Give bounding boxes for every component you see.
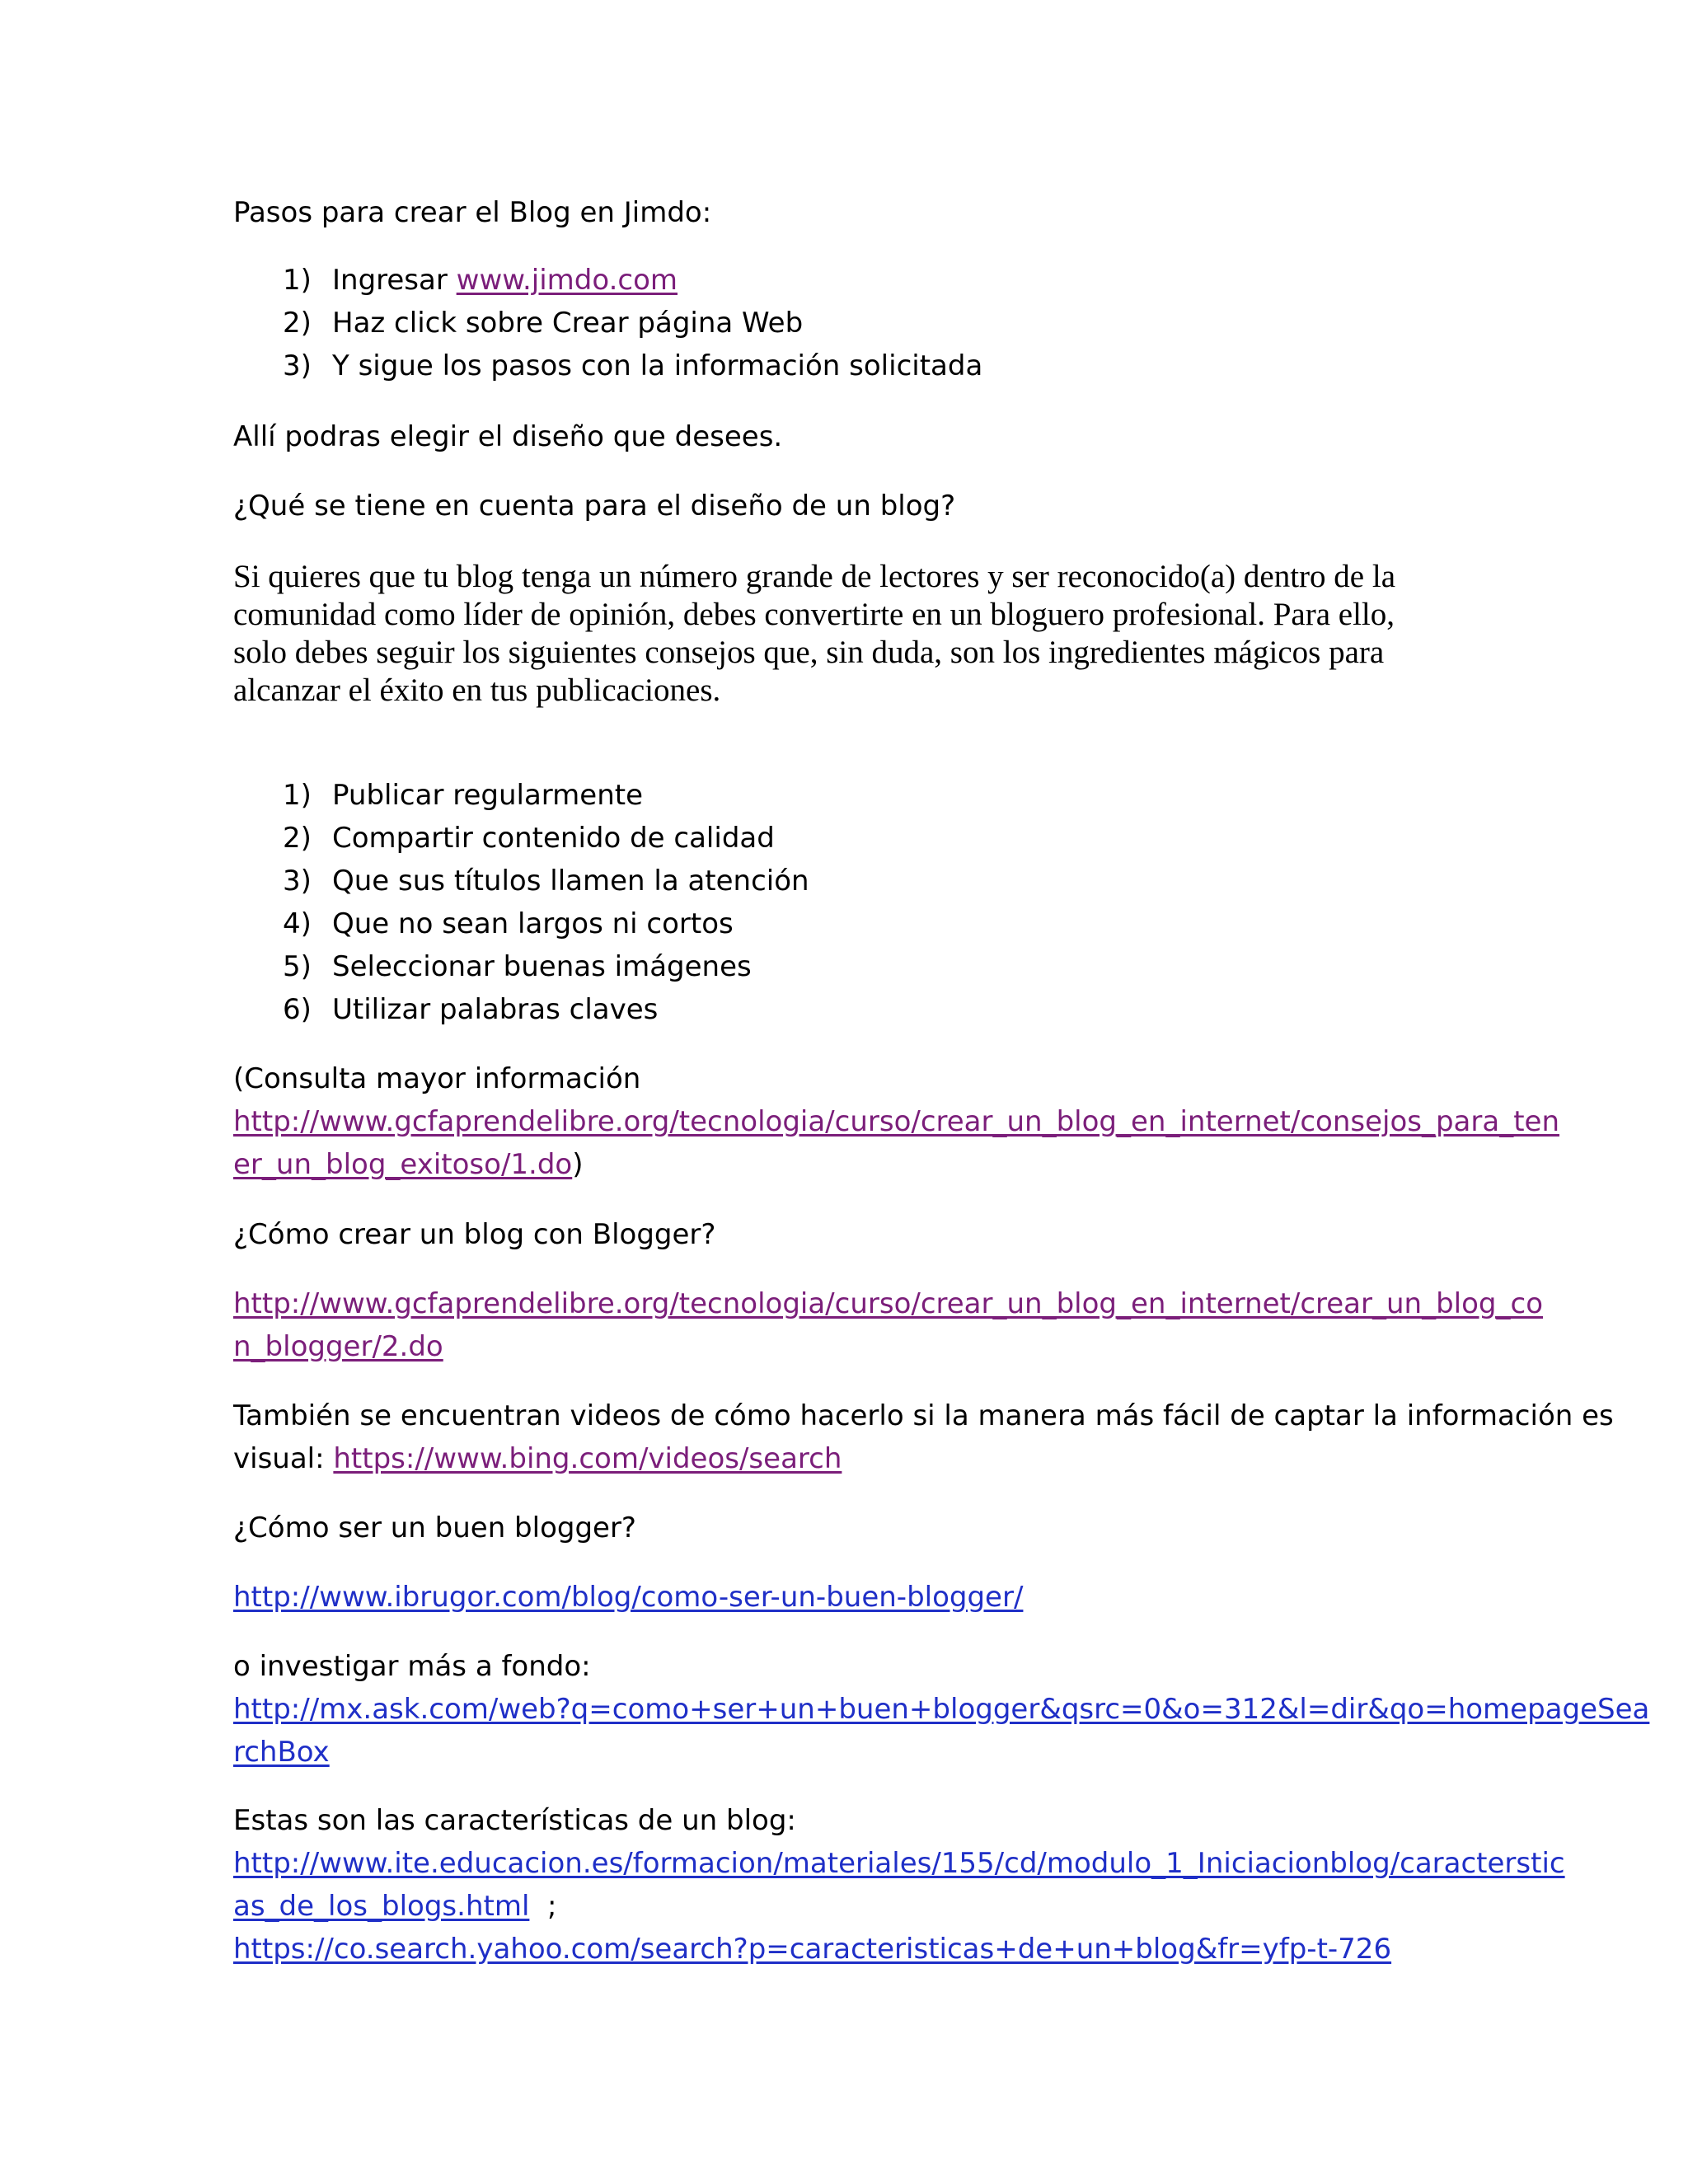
jimdo-steps-list xyxy=(233,259,982,387)
jimdo-heading: Pasos para crear el Blog en Jimdo: xyxy=(233,196,712,229)
blogger-link-block xyxy=(233,1282,1543,1368)
list-item-text: Publicar regularmente xyxy=(332,779,644,812)
more-info-block xyxy=(233,1057,1559,1186)
list-item xyxy=(233,302,982,344)
characteristics-label: Estas son las características de un blog: xyxy=(233,1804,796,1837)
list-item-text: Utilizar palabras claves xyxy=(332,993,659,1026)
gcf-blogger-link-line1[interactable]: http://www.gcfaprendelibre.org/tecnologia/curso/crear_un_blog_en_internet/crear_un_blog_co xyxy=(233,1287,1544,1320)
list-item xyxy=(233,945,809,988)
list-item-number: 4) xyxy=(283,907,312,940)
list-item xyxy=(233,774,809,817)
good-blogger-question: ¿Cómo ser un buen blogger? xyxy=(233,1511,636,1544)
gcf-blogger-link-line2[interactable]: n_blogger/2.do xyxy=(233,1330,443,1363)
list-item-text: Seleccionar buenas imágenes xyxy=(332,950,752,983)
list-item-number: 5) xyxy=(283,950,312,983)
list-item-text: Que sus títulos llamen la atención xyxy=(332,865,809,898)
list-item-text: Y sigue los pasos con la información solicitada xyxy=(332,349,983,382)
list-item-text: Que no sean largos ni cortos xyxy=(332,907,734,940)
ite-link-line2[interactable]: as_de_los_blogs.html xyxy=(233,1890,530,1923)
list-item-text: Compartir contenido de calidad xyxy=(332,822,775,855)
research-label: o investigar más a fondo: xyxy=(233,1650,591,1683)
list-item xyxy=(233,902,809,945)
list-item-number: 2) xyxy=(283,307,312,340)
list-item xyxy=(233,259,982,302)
more-info-close-paren: ) xyxy=(572,1148,584,1181)
list-item xyxy=(233,860,809,902)
design-intro: Si quieres que tu blog tenga un número grande de lectores y ser reconocido(a) dentro de la comunidad como líder de opinión, debes convertirte en un bloguero profesional. Para ello, solo debes seguir los siguientes consejos que, sin duda, son los ingredientes mágicos para alcanzar el éxito en tus publicaciones. xyxy=(233,559,1395,708)
videos-text-line2: visual: xyxy=(233,1442,334,1475)
yahoo-search-link[interactable]: https://co.search.yahoo.com/search?p=caracteristicas+de+un+blog&fr=yfp-t-726 xyxy=(233,1933,1392,1966)
list-item xyxy=(233,988,809,1031)
bing-videos-link[interactable]: https://www.bing.com/videos/search xyxy=(333,1442,842,1475)
design-question: ¿Qué se tiene en cuenta para el diseño de un blog? xyxy=(233,490,956,523)
link-separator: ; xyxy=(529,1890,557,1923)
list-item xyxy=(233,344,982,387)
list-item-text: Haz click sobre Crear página Web xyxy=(332,307,804,340)
list-item-number: 1) xyxy=(283,264,312,297)
videos-block xyxy=(233,1394,1614,1480)
more-info-label: (Consulta mayor información xyxy=(233,1062,641,1095)
list-item-number: 3) xyxy=(283,865,312,898)
blogger-question: ¿Cómo crear un blog con Blogger? xyxy=(233,1218,716,1251)
list-item-number: 2) xyxy=(283,822,312,855)
list-item-number: 3) xyxy=(283,349,312,382)
research-block xyxy=(233,1645,1649,1774)
ibrugor-link[interactable]: http://www.ibrugor.com/blog/como-ser-un-buen-blogger/ xyxy=(233,1581,1024,1614)
ask-search-link-line2[interactable]: rchBox xyxy=(233,1736,330,1769)
list-item xyxy=(233,817,809,860)
videos-text-line1: También se encuentran videos de cómo hacerlo si la manera más fácil de captar la información es xyxy=(233,1399,1614,1432)
gcf-consejos-link-line1[interactable]: http://www.gcfaprendelibre.org/tecnologia/curso/crear_un_blog_en_internet/consejos_para_ten xyxy=(233,1105,1560,1138)
ite-link-line1[interactable]: http://www.ite.educacion.es/formacion/materiales/155/cd/modulo_1_Iniciacionblog/caracterstic xyxy=(233,1847,1565,1880)
list-item-number: 6) xyxy=(283,993,312,1026)
characteristics-block xyxy=(233,1799,1565,1971)
gcf-consejos-link-line2[interactable]: er_un_blog_exitoso/1.do xyxy=(233,1148,573,1181)
list-item-text: Ingresar xyxy=(332,264,457,297)
jimdo-link[interactable]: www.jimdo.com xyxy=(456,264,678,297)
design-note: Allí podras elegir el diseño que desees. xyxy=(233,420,783,453)
list-item-number: 1) xyxy=(283,779,312,812)
document-page xyxy=(233,0,1650,2184)
ibrugor-link-block xyxy=(233,1576,1023,1619)
design-tips-list xyxy=(233,774,809,1031)
ask-search-link-line1[interactable]: http://mx.ask.com/web?q=como+ser+un+buen+blogger&qsrc=0&o=312&l=dir&qo=homepageSea xyxy=(233,1693,1650,1726)
